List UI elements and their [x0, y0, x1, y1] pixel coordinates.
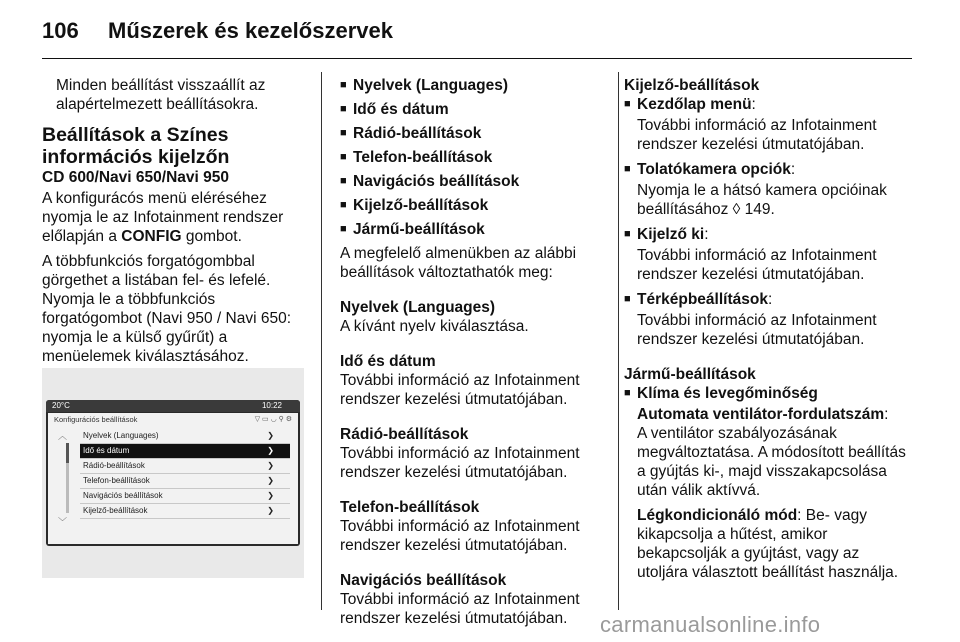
column-2	[340, 76, 602, 634]
screen-temperature: 20°C	[52, 401, 70, 410]
section-title: Nyelvek (Languages)	[340, 299, 496, 316]
chevron-right-icon: ❯	[267, 446, 274, 455]
ac-mode-text: Légkondicionáló mód: Be- vagy kikapcsolja a hűtést, amikor bekapcsolják a gyújtást, vagy az utoljára választott beállítást használja.	[637, 507, 899, 581]
section-title: Idő és dátum	[340, 353, 436, 370]
section-title: Rádió-beállítások	[340, 426, 469, 443]
config-paragraph: A konfigurácós menü eléréséhez nyomja le az Infotainment rendszer előlapján a CONFIG gombot.	[42, 190, 284, 245]
watermark: carmanualsonline.info	[600, 612, 821, 637]
list-item: ■ Navigációs beállítások	[340, 173, 520, 190]
screen-menu-item: Kijelző-beállítások ❯	[80, 504, 290, 519]
chevron-right-icon: ❯	[267, 431, 274, 440]
list-item: ■ Nyelvek (Languages)	[340, 77, 509, 94]
chevron-right-icon: ❯	[267, 506, 274, 515]
screen-menu-item: Navigációs beállítások ❯	[80, 489, 290, 504]
model-subheading: CD 600/Navi 650/Navi 950	[42, 169, 229, 186]
chevron-right-icon: ❯	[267, 491, 274, 500]
screen-status-icons: ▽ ▭ ◡ ⚲ ⚙	[254, 416, 292, 423]
intro-text: Minden beállítást visszaállít az alapértelmezett beállításokra.	[56, 77, 266, 113]
rotary-paragraph: A többfunkciós forgatógombbal görgethet a listában fel- és lefelé. Nyomja le a többfunkciós forgatógombot (Navi 950 / Navi 650: nyomja le a külső gyűrűt) a menüelemek kiválasztásához.	[42, 253, 291, 365]
screen-menu-list	[80, 429, 290, 519]
chevron-right-icon: ❯	[267, 476, 274, 485]
screen-body	[48, 413, 298, 544]
list-item: ■ Idő és dátum	[340, 101, 449, 118]
summary-text: A megfelelő almenükben az alábbi beállítások változtathatók meg:	[340, 245, 577, 281]
column-divider	[618, 72, 619, 610]
list-item-text: További információ az Infotainment rendszer kezelési útmutatójában.	[637, 247, 877, 283]
list-item-text: További információ az Infotainment rendszer kezelési útmutatójában.	[637, 312, 877, 348]
screen-title: Konfigurációs beállítások	[54, 415, 138, 424]
column-divider	[321, 72, 322, 610]
config-screen-photo	[42, 368, 304, 578]
fan-speed-text: Automata ventilátor-fordulatszám: A ventilátor szabályozásának megváltoztatása. A módosított beállítás a gyújtás ki-, majd visszakapcsolása után válik aktívvá.	[637, 406, 906, 499]
list-item: ■ Tolatókamera opciók:	[624, 161, 796, 178]
section-title: Telefon-beállítások	[340, 499, 480, 516]
chapter-title: Műszerek és kezelőszervek	[108, 18, 393, 43]
header-rule	[42, 58, 912, 59]
list-item: ■ Kezdőlap menü:	[624, 96, 756, 113]
section-text: További információ az Infotainment rendszer kezelési útmutatójában.	[340, 372, 580, 408]
section-text: További információ az Infotainment rendszer kezelési útmutatójában.	[340, 591, 580, 627]
scroll-up-icon: ︿	[58, 431, 68, 441]
config-key: CONFIG	[121, 228, 182, 245]
list-item: ■ Kijelző-beállítások	[340, 197, 489, 214]
page-header	[42, 18, 912, 48]
scroll-down-icon: ﹀	[58, 517, 68, 527]
display-settings-title: Kijelző-beállítások	[624, 77, 760, 94]
chevron-right-icon: ❯	[267, 461, 274, 470]
section-text: A kívánt nyelv kiválasztása.	[340, 318, 529, 335]
page-number: 106	[42, 18, 79, 43]
section-text: További információ az Infotainment rendszer kezelési útmutatójában.	[340, 518, 580, 554]
screen-menu-item: Telefon-beállítások ❯	[80, 474, 290, 489]
screen-time: 10:22	[261, 401, 282, 410]
list-item: ■ Kijelző ki:	[624, 226, 709, 243]
vehicle-settings-title: Jármű-beállítások	[624, 366, 756, 383]
column-3	[624, 76, 914, 588]
infotainment-screen	[46, 400, 300, 546]
list-item-text: Nyomja le a hátsó kamera opcióinak beállításához ◊ 149.	[637, 182, 887, 218]
section-text: További információ az Infotainment rendszer kezelési útmutatójában.	[340, 445, 580, 481]
screen-menu-item: Nyelvek (Languages) ❯	[80, 429, 290, 444]
list-item: ■ Telefon-beállítások	[340, 149, 493, 166]
screen-menu-item-selected: Idő és dátum ❯	[80, 444, 290, 459]
list-item: ■ Rádió-beállítások	[340, 125, 482, 142]
column-1	[42, 76, 304, 372]
scrollbar	[66, 443, 69, 513]
section-title: Navigációs beállítások	[340, 572, 507, 589]
screen-status-bar	[46, 400, 300, 412]
list-item: ■ Jármű-beállítások	[340, 221, 485, 238]
list-item: ■ Térképbeállítások:	[624, 291, 773, 308]
section-heading: Beállítások a Színes információs kijelzőn	[42, 124, 230, 168]
list-item-text: További információ az Infotainment rendszer kezelési útmutatójában.	[637, 117, 877, 153]
screen-menu-item: Rádió-beállítások ❯	[80, 459, 290, 474]
list-item: ■ Klíma és levegőminőség	[624, 385, 818, 402]
